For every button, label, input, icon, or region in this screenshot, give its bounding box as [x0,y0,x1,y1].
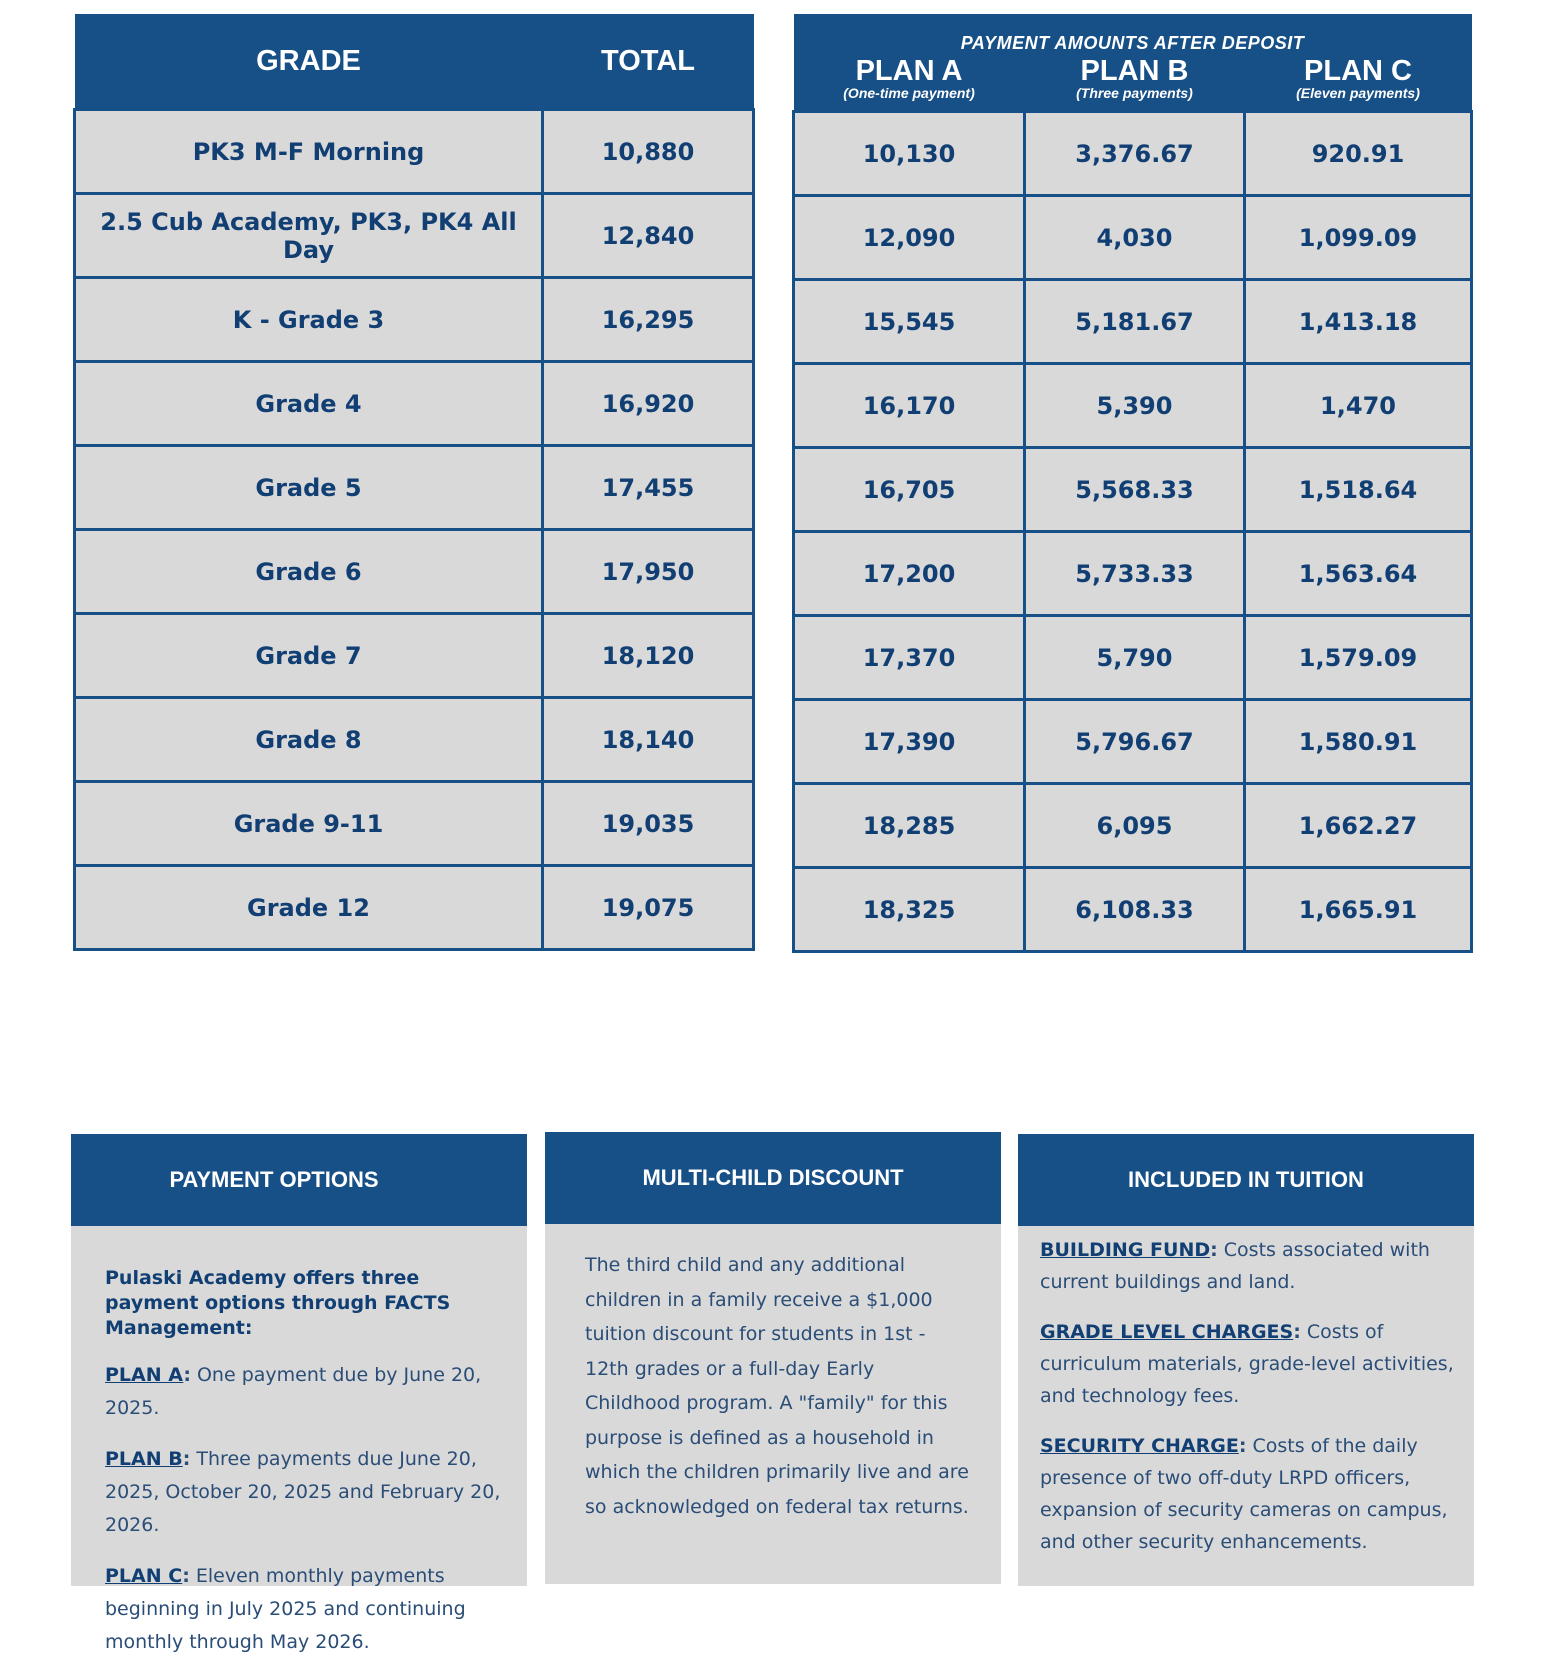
payment-amounts-caption: PAYMENT AMOUNTS AFTER DEPOSIT [794,14,1472,56]
plan-c-subtitle: (Eleven payments) [1296,85,1420,101]
table-row [794,448,1472,532]
plan-a-label: PLAN A [105,1364,184,1386]
plan-b-description: PLAN B: Three payments due June 20, 2025, October 20, 2025 and February 20, 2026. [105,1448,501,1536]
payment-options-intro: Pulaski Academy offers three payment options through FACTS Management: [105,1267,451,1339]
plan-b-cell: 5,390 [1025,364,1245,448]
plan-b-cell: 6,095 [1025,784,1245,868]
plan-a-subtitle: (One-time payment) [843,85,975,101]
total-cell: 17,950 [543,530,754,614]
plan-a-cell: 17,370 [794,616,1025,700]
total-cell: 19,035 [543,782,754,866]
grade-level-charges-item: GRADE LEVEL CHARGES: Costs of curriculum materials, grade-level activities, and technology fees. [1040,1321,1454,1407]
building-fund-label: BUILDING FUND [1040,1239,1211,1261]
table-row [75,278,754,362]
table-row [794,196,1472,280]
table-row [75,362,754,446]
total-cell: 17,455 [543,446,754,530]
plan-b-cell: 5,181.67 [1025,280,1245,364]
included-in-tuition-body [1018,1226,1474,1558]
grade-level-charges-label: GRADE LEVEL CHARGES [1040,1321,1294,1343]
plan-b-cell: 4,030 [1025,196,1245,280]
table-row [75,194,754,278]
plan-b-text: Three payments due June 20, 2025, October 20, 2025 and February 20, 2026. [105,1448,501,1536]
total-cell: 16,295 [543,278,754,362]
table-row [75,614,754,698]
plan-b-cell: 5,568.33 [1025,448,1245,532]
plan-a-cell: 15,545 [794,280,1025,364]
table-row [794,364,1472,448]
plan-b-subtitle: (Three payments) [1076,85,1193,101]
table-row [75,446,754,530]
plan-c-cell: 1,470 [1245,364,1472,448]
total-cell: 10,880 [543,110,754,194]
payment-plans-table [792,14,1473,953]
plan-c-cell: 920.91 [1245,112,1472,196]
plan-a-cell: 16,705 [794,448,1025,532]
plan-b-label: PLAN B [105,1448,183,1470]
tuition-grade-table [73,14,755,951]
table-row [794,280,1472,364]
plan-c-cell: 1,563.64 [1245,532,1472,616]
table-row [794,868,1472,952]
grade-cell: Grade 9-11 [75,782,543,866]
total-cell: 18,140 [543,698,754,782]
plan-a-cell: 17,200 [794,532,1025,616]
plan-b-title: PLAN B [1080,55,1189,87]
grade-cell: K - Grade 3 [75,278,543,362]
plan-a-cell: 10,130 [794,112,1025,196]
plan-c-cell: 1,662.27 [1245,784,1472,868]
table-row [75,110,754,194]
grade-cell: PK3 M-F Morning [75,110,543,194]
plan-b-cell: 5,790 [1025,616,1245,700]
multi-child-discount-text: The third child and any additional children in a family receive a $1,000 tuition discount for students in 1st - 12th grades or a full-day Early Childhood program. A "family" for this purpose is defined as a household in which the children primarily live and are so acknowledged on federal tax returns. [585,1254,969,1518]
plan-b-cell: 3,376.67 [1025,112,1245,196]
plan-a-header [794,56,1025,112]
security-charge-label: SECURITY CHARGE [1040,1435,1239,1457]
grade-level-charges-text: Costs of curriculum materials, grade-level activities, and technology fees. [1040,1321,1454,1407]
plan-c-cell: 1,518.64 [1245,448,1472,532]
plan-c-cell: 1,579.09 [1245,616,1472,700]
plan-b-cell: 5,733.33 [1025,532,1245,616]
table-row [794,112,1472,196]
plan-b-header [1025,56,1245,112]
plan-c-label: PLAN C [105,1565,183,1587]
grade-cell: Grade 8 [75,698,543,782]
grade-column-header: GRADE [75,14,543,110]
table-row [794,784,1472,868]
grade-cell: Grade 12 [75,866,543,950]
total-cell: 16,920 [543,362,754,446]
table-row [794,532,1472,616]
multi-child-discount-title: MULTI-CHILD DISCOUNT [545,1132,1001,1224]
plan-c-cell: 1,099.09 [1245,196,1472,280]
security-charge-text: Costs of the daily presence of two off-duty LRPD officers, expansion of security cameras on campus, and other security enhancements. [1040,1435,1448,1553]
plan-b-cell: 6,108.33 [1025,868,1245,952]
grade-cell: 2.5 Cub Academy, PK3, PK4 All Day [75,194,543,278]
payment-options-box [71,1134,527,1653]
plan-a-cell: 18,325 [794,868,1025,952]
plan-c-header [1245,56,1472,112]
plan-a-cell: 12,090 [794,196,1025,280]
payment-options-title: PAYMENT OPTIONS [71,1134,527,1226]
plan-c-cell: 1,665.91 [1245,868,1472,952]
building-fund-text: Costs associated with current buildings and land. [1040,1239,1430,1293]
grade-cell: Grade 5 [75,446,543,530]
plan-c-description: PLAN C: Eleven monthly payments beginning in July 2025 and continuing monthly through May 2026. [105,1565,466,1653]
total-cell: 19,075 [543,866,754,950]
table-row [75,866,754,950]
plan-b-cell: 5,796.67 [1025,700,1245,784]
table-row [75,530,754,614]
plan-a-text: One payment due by June 20, 2025. [105,1364,482,1419]
plan-a-title: PLAN A [855,55,963,87]
plan-a-cell: 16,170 [794,364,1025,448]
table-row [794,616,1472,700]
grade-cell: Grade 4 [75,362,543,446]
plan-c-cell: 1,413.18 [1245,280,1472,364]
building-fund-item: BUILDING FUND: Costs associated with current buildings and land. [1040,1239,1430,1293]
security-charge-item: SECURITY CHARGE: Costs of the daily presence of two off-duty LRPD officers, expansion of security cameras on campus, and other security enhancements. [1040,1435,1448,1553]
total-cell: 12,840 [543,194,754,278]
multi-child-discount-box [545,1132,1001,1584]
table-row [794,700,1472,784]
included-in-tuition-box [1018,1134,1474,1586]
table-row [75,782,754,866]
table-row [75,698,754,782]
plan-c-text: Eleven monthly payments beginning in July 2025 and continuing monthly through May 2026. [105,1565,466,1653]
plan-a-cell: 17,390 [794,700,1025,784]
grade-cell: Grade 6 [75,530,543,614]
plan-a-cell: 18,285 [794,784,1025,868]
total-cell: 18,120 [543,614,754,698]
plan-c-cell: 1,580.91 [1245,700,1472,784]
included-in-tuition-title: INCLUDED IN TUITION [1018,1134,1474,1226]
plan-a-description: PLAN A: One payment due by June 20, 2025. [105,1364,482,1419]
plan-c-title: PLAN C [1304,55,1412,87]
payment-options-body [71,1226,527,1659]
total-column-header: TOTAL [543,14,754,110]
grade-cell: Grade 7 [75,614,543,698]
